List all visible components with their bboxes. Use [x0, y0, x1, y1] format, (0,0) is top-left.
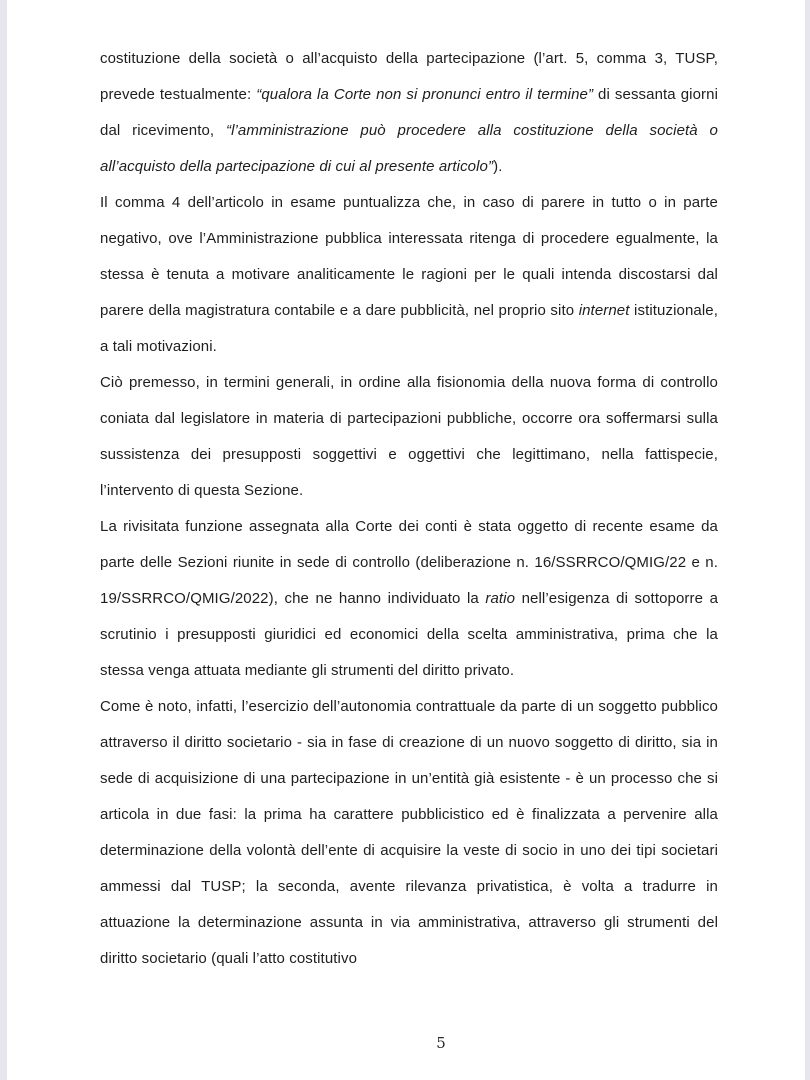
paragraph: [100, 365, 718, 509]
text-segment: Ciò premesso, in termini generali, in ordine alla fisionomia della nuova forma di controllo coniata dal legislatore in materia di partecipazioni pubbliche, occorre ora soffermarsi sulla sussistenza dei presupposti soggettivi e oggettivi che legittimano, nella fattispecie, l’intervento di questa Sezione.: [100, 374, 718, 499]
text-segment: ).: [493, 158, 503, 175]
paragraph: [100, 41, 718, 185]
paragraph: [100, 185, 718, 365]
text-segment: Il comma 4 dell’articolo in esame puntualizza che, in caso di parere in tutto o in parte negativo, ove l’Amministrazione pubblica interessata ritenga di procedere egualmente, la stessa è tenuta a motivare analiticamente le ragioni per le quali intenda discostarsi dal parere della magistratura contabile e a dare pubblicità, nel proprio sito: [100, 194, 718, 319]
text-segment: La rivisitata funzione assegnata alla Corte dei conti è stata oggetto di recente esame da parte delle Sezioni riunite in sede di controllo (deliberazione n. 16/SSRRCO/QMIG/22 e n. 19/SSRRCO/QMIG/2022), che ne hanno individuato la: [100, 518, 718, 607]
paragraph: [100, 689, 718, 977]
text-segment: Come è noto, infatti, l’esercizio dell’autonomia contrattuale da parte di un soggetto pubblico attraverso il diritto societario - sia in fase di creazione di un nuovo soggetto di diritto, sia in sede di acquisizione di una partecipazione in un’entità già esistente - è un processo che si articola in due fasi: la prima ha carattere pubblicistico ed è finalizzata a pervenire alla determinazione della volontà dell’ente di acquisire la veste di socio in uno dei tipi societari ammessi dal TUSP; la seconda, avente rilevanza privatistica, è volta a tradurre in attuazione la determinazione assunta in via amministrativa, attraverso gli strumenti del diritto societario (quali l’atto costitutivo: [100, 698, 718, 967]
text-segment-italic: internet: [578, 302, 630, 319]
paragraph: [100, 509, 718, 689]
text-segment-italic: “qualora la Corte non si pronunci entro il termine”: [256, 86, 594, 103]
text-segment: di sessanta giorni dal ricevimento,: [100, 86, 719, 139]
text-segment-italic: “l’amministrazione può procedere alla costituzione della società o all’acquisto della partecipazione di cui al presente articolo”: [100, 122, 718, 175]
document-body-text: [100, 41, 718, 977]
text-segment: istituzionale, a tali motivazioni.: [100, 302, 718, 355]
page-number: 5: [436, 1034, 446, 1052]
text-segment: costituzione della società o all’acquisto della partecipazione (l’art. 5, comma 3, TUSP, prevede testualmente:: [100, 50, 718, 103]
viewer-edge-right: [805, 0, 810, 1080]
viewer-edge-left: [0, 0, 7, 1080]
text-segment-italic: ratio: [485, 590, 516, 607]
text-segment: nell’esigenza di sottoporre a scrutinio i presupposti giuridici ed economici della scelta amministrativa, prima che la stessa venga attuata mediante gli strumenti del diritto privato.: [100, 590, 719, 679]
